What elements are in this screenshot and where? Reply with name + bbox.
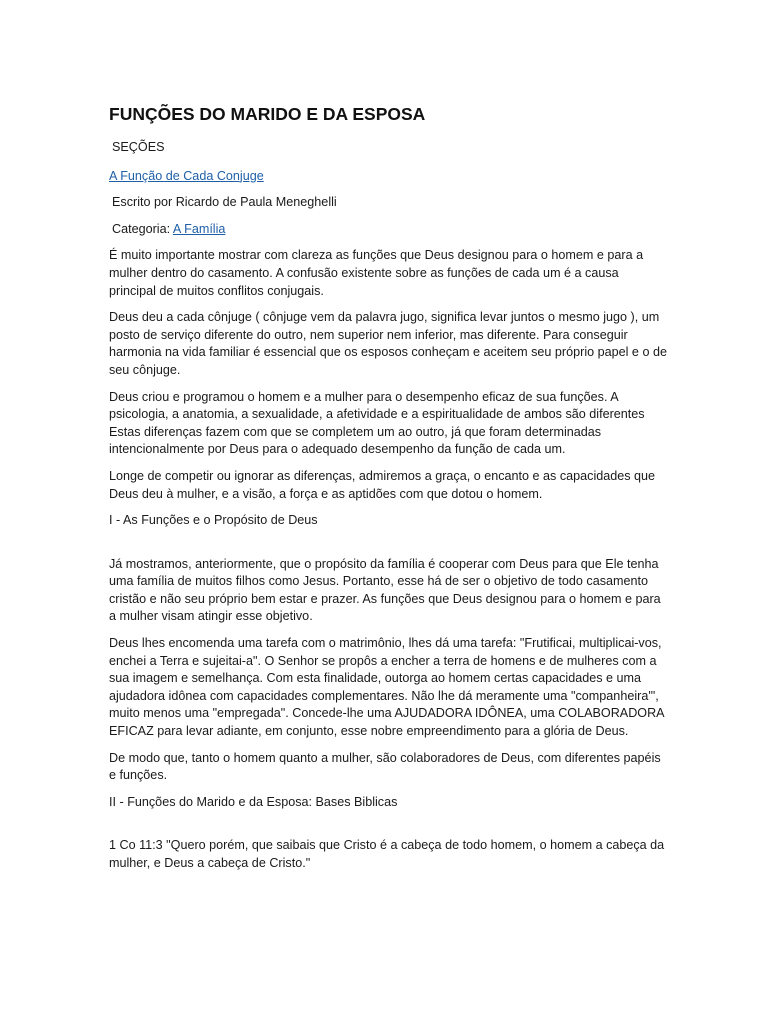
category-line bbox=[109, 221, 668, 239]
author-line: Escrito por Ricardo de Paula Meneghelli bbox=[112, 195, 337, 210]
paragraph: Deus deu a cada cônjuge ( cônjuge vem da palavra jugo, significa levar juntos o mesmo jugo ), um posto de serviço diferente do outro, nem superior nem inferior, mas diferente. Para conseguir harmonia na vida familiar é essencial que os esposos conheçam e aceitem seu próprio papel e o de seu cônjuge. bbox=[109, 310, 667, 377]
spacer bbox=[109, 820, 668, 837]
category-prefix: Categoria: bbox=[112, 221, 173, 236]
paragraph: Deus criou e programou o homem e a mulher para o desempenho eficaz de sua funções. A psicologia, a anatomia, a sexualidade, a afetividade e a espiritualidade de ambos são diferentes Estas diferenças fazem com que se completem um ao outro, já que foram determinadas intencionalmente por Deus para o adequado desempenho da função de cada um. bbox=[109, 389, 645, 457]
paragraph: É muito importante mostrar com clareza as funções que Deus designou para o homem e para a mulher dentro do casamento. A confusão existente sobre as funções de cada um é a causa principal de muitos conflitos conjugais. bbox=[109, 248, 644, 298]
section-heading-1: I - As Funções e o Propósito de Deus bbox=[109, 513, 318, 528]
section-link-row bbox=[109, 168, 668, 186]
sections-label bbox=[109, 139, 668, 157]
category-link[interactable]: A Família bbox=[172, 221, 226, 236]
section-link[interactable]: A Função de Cada Conjuge bbox=[109, 168, 264, 183]
sections-label-text: SEÇÕES bbox=[112, 140, 165, 154]
paragraph: Deus lhes encomenda uma tarefa com o matrimônio, lhes dá uma tarefa: "Frutificai, multiplicai-vos, enchei a Terra e sujeitai-a". O Senhor se propôs a encher a terra de homens e de mulheres com a sua imagem e semelhança. Com esta finalidade, outorga ao homem certas capacidades e uma ajudadora idônea com capacidades complementares. Não lhe dá meramente uma "companheira'", muito menos uma "empregada". Concede-lhe uma AJUDADORA IDÔNEA, uma COLABORADORA EFICAZ para levar adiante, em conjunto, esse nobre empreendimento para a glória de Deus. bbox=[109, 636, 664, 739]
document-title: FUNÇÕES DO MARIDO E DA ESPOSA bbox=[109, 104, 426, 124]
bible-verse: 1 Co 11:3 "Quero porém, que saibais que Cristo é a cabeça de todo homem, o homem a cabeça da mulher, e Deus a cabeça de Cristo." bbox=[109, 838, 665, 870]
paragraph: Longe de competir ou ignorar as diferenças, admiremos a graça, o encanto e as capacidades que Deus deu à mulher, e a visão, a força e as aptidões com que dotou o homem. bbox=[109, 468, 656, 501]
section-heading-2: II - Funções do Marido e da Esposa: Bases Biblicas bbox=[109, 794, 398, 809]
paragraph: De modo que, tanto o homem quanto a mulher, são colaboradores de Deus, com diferentes papéis e funções. bbox=[109, 750, 661, 783]
paragraph: Já mostramos, anteriormente, que o propósito da família é cooperar com Deus para que Ele tenha uma família de muitos filhos como Jesus. Portanto, esse há de ser o objetivo de todo casamento cristão e não seu próprio bem estar e prazer. As funções que Deus designou para o homem e para a mulher visam atingir esse objetivo. bbox=[109, 556, 661, 624]
spacer bbox=[109, 539, 668, 556]
